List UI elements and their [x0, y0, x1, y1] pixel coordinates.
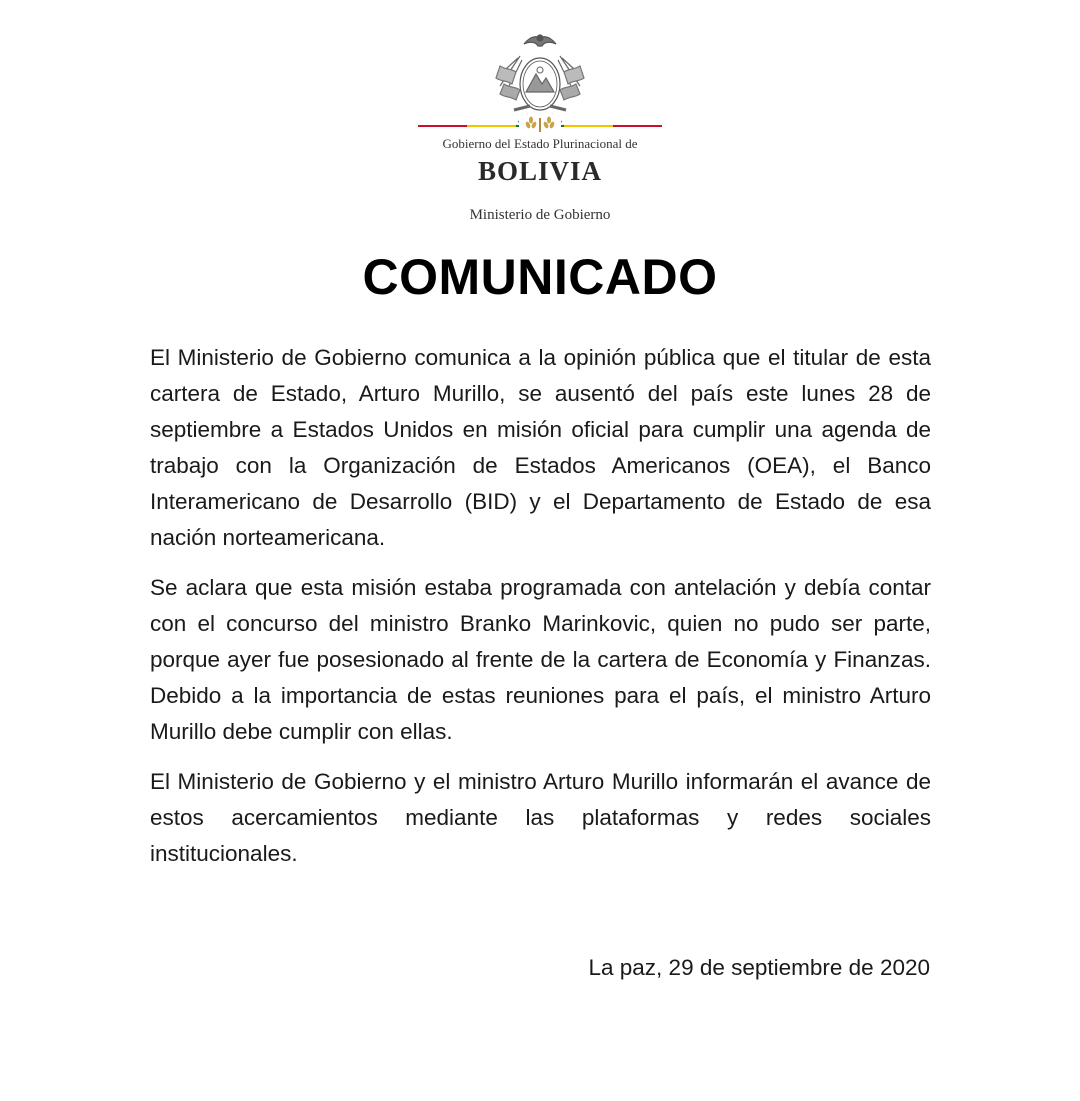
paragraph-3: El Ministerio de Gobierno y el ministro Arturo Murillo informarán el avance de estos acercamientos mediante las plataformas y redes sociales institucionales. — [150, 769, 931, 866]
flag-yellow-segment — [467, 125, 516, 127]
ministry-name: Ministerio de Gobierno — [469, 207, 611, 223]
government-line: Gobierno del Estado Plurinacional de — [442, 136, 638, 151]
paragraph-2: Se aclara que esta misión estaba programada con antelación y debía contar con el concurso del ministro Branko Marinkovic, quien no pudo ser parte, porque ayer fue posesionado al frente de la cartera de Economía y Finanzas. Debido a la importancia de estas reuniones para el país, el ministro Arturo Murillo debe cumplir con ellas. — [150, 575, 931, 744]
flag-red-segment — [418, 125, 467, 127]
flag-yellow-segment-2 — [564, 125, 613, 127]
flag-red-segment-2 — [613, 125, 662, 127]
wheat-emblem-icon — [519, 114, 561, 134]
letterhead — [0, 0, 1080, 240]
document-title: COMUNICADO — [362, 249, 718, 305]
date-line: La paz, 29 de septiembre de 2020 — [588, 955, 930, 980]
country-name: BOLIVIA — [477, 156, 603, 186]
document-body — [150, 340, 931, 886]
paragraph-1: El Ministerio de Gobierno comunica a la opinión pública que el titular de esta cartera de Estado, Arturo Murillo, se ausentó del país este lunes 28 de septiembre a Estados Unidos en misión oficial para cumplir una agenda de trabajo con la Organización de Estados Americanos (OEA), el Banco Interamericano de Desarrollo (BID) y el Departamento de Estado de esa nación norteamericana. — [150, 345, 931, 550]
